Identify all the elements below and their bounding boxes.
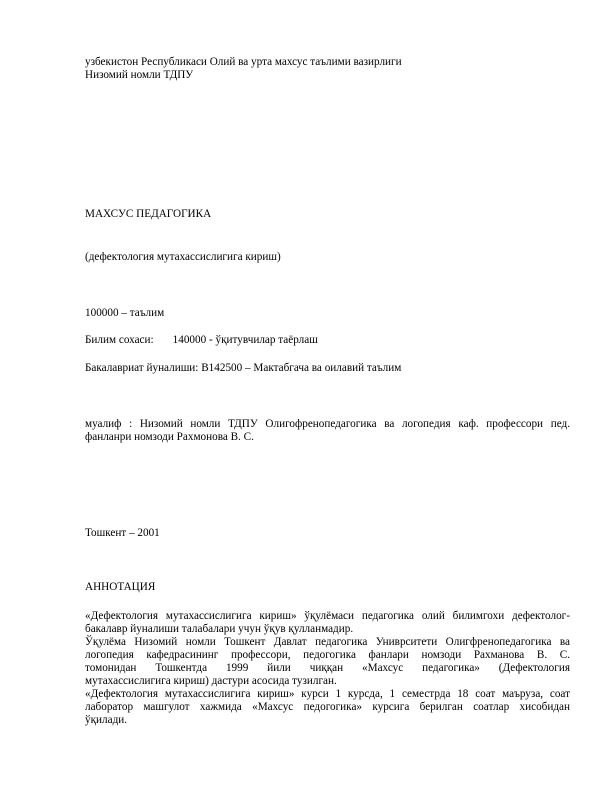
bachelor-direction	[85, 362, 570, 375]
annotation-p3-line-2: лаборатор машгулот хажмида «Махсус педогогика» курсига берилган соатлар хисобидан	[85, 701, 570, 713]
annotation-heading-text: АННОТАЦИЯ	[85, 581, 156, 593]
ministry-name: узбекистон Республикаси Олий ва урта махсус таълими вазирлиги	[85, 56, 402, 68]
classification-code	[85, 307, 570, 320]
document-title	[85, 208, 570, 221]
annotation-p1-line-2: бакалавр йуналиши талабалари учун ўқув қулланмадир.	[85, 623, 354, 635]
university-name: Низомий номли ТДПУ	[85, 69, 194, 81]
annotation-heading	[85, 581, 570, 594]
author-line-2: фанланри номзоди Рахмонова В. С.	[85, 431, 254, 443]
annotation-p2-line-3: томонидан Тошкентда 1999 йили чиққан «Махсус педагогика» (Дефектология	[85, 662, 570, 674]
annotation-p2-line-1: Ўқулёма Низомий номли Тошкент Давлат педагогика Униврситети Олигфренопедагогика ва	[85, 636, 570, 648]
annotation-p2-line-4: мутахассислигига кириш) дастури асосида тузилган.	[85, 675, 337, 687]
knowledge-field-value: 140000 - ўқитувчилар таёрлаш	[172, 334, 318, 346]
author-block	[85, 418, 570, 444]
knowledge-field	[85, 334, 570, 347]
annotation-p2-line-2: логопедия кафедрасининг профессори, педогогика фанлари номзоди Рахманова В. С.	[85, 649, 570, 661]
knowledge-field-label: Билим сохаси:	[85, 334, 154, 346]
author-line-1: муалиф : Низомий номли ТДПУ Олигофренопедагогика ва логопедия каф. профессори пед.	[85, 418, 570, 430]
classification-code-line: 100000 – таълим	[85, 307, 165, 319]
bachelor-direction-line: Бакалавриат йуналиши: В142500 – Мактабгача ва оилавий таълим	[85, 362, 402, 374]
annotation-body	[85, 610, 570, 727]
place-year	[85, 527, 570, 540]
document-subtitle-block	[85, 251, 570, 264]
annotation-p3-line-1: «Дефектология мутахассислигига кириш» курси 1 курсда, 1 семестрда 18 соат маъруза, соат	[85, 688, 570, 700]
annotation-p1-line-1: «Дефектология мутахассислигига кириш» ўқулёмаси педагогика олий билимгохи дефектолог-	[85, 610, 570, 622]
document-header	[85, 56, 570, 82]
title-main: МАХСУС ПЕДАГОГИКА	[85, 208, 212, 220]
place-year-line: Тошкент – 2001	[85, 527, 160, 539]
annotation-p3-line-3: ўқилади.	[85, 714, 128, 726]
title-subtitle: (дефектология мутахассислигига кириш)	[85, 251, 281, 263]
